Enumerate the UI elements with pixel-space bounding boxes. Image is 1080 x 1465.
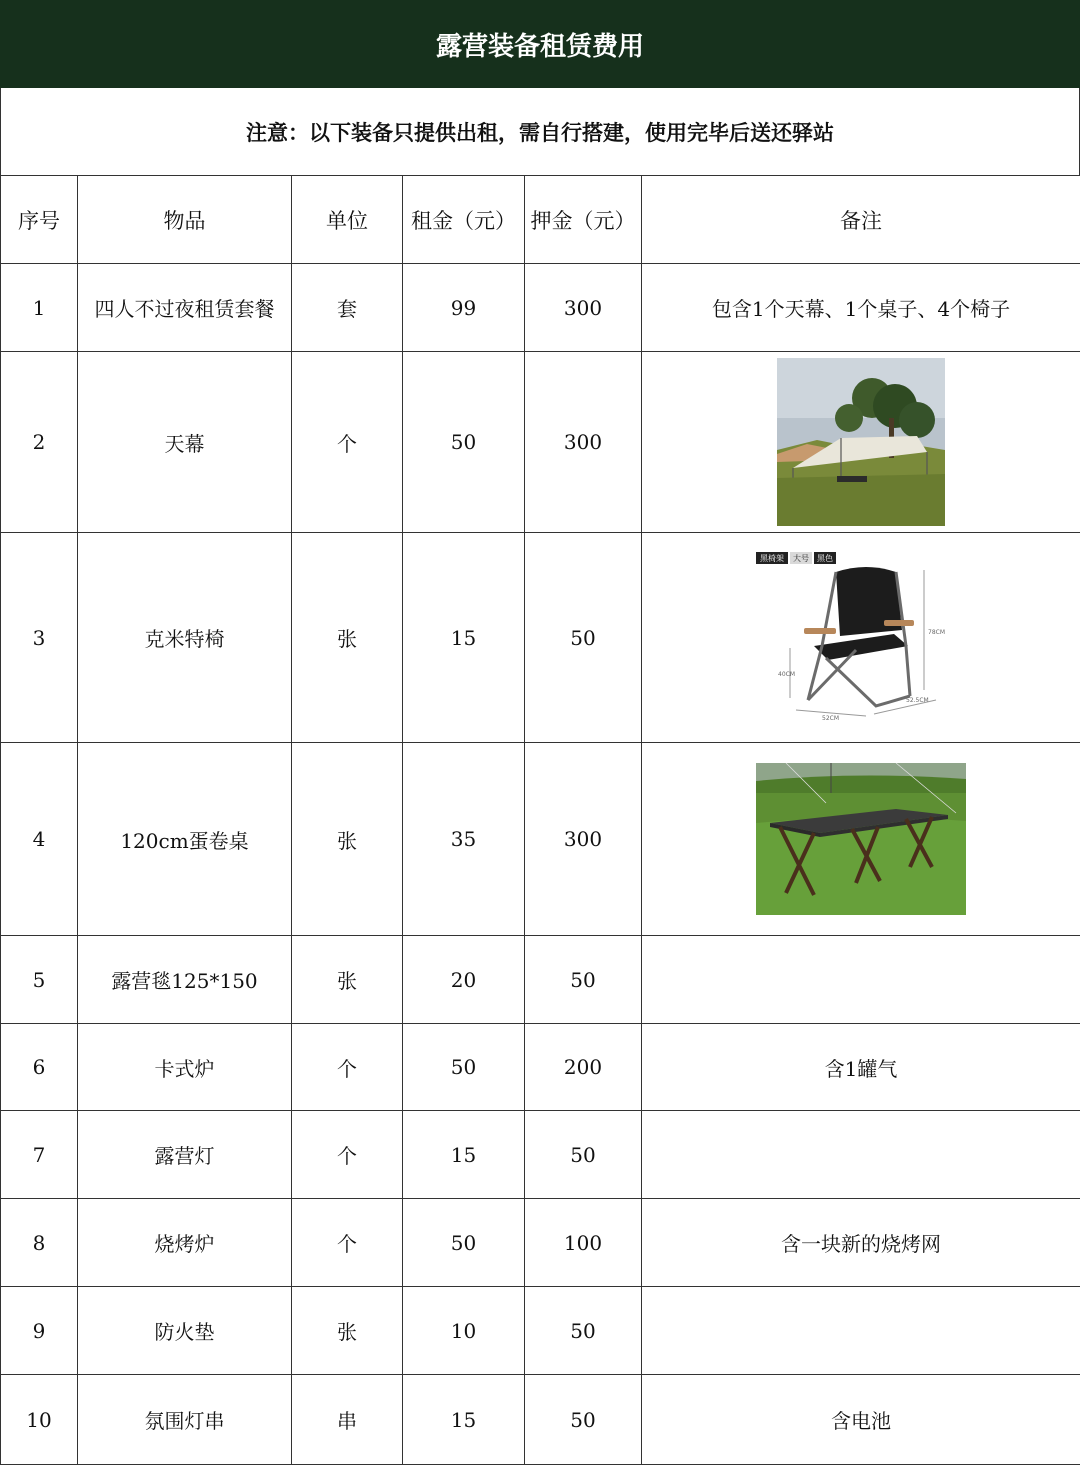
page-title: 露营装备租赁费用 — [0, 0, 1080, 88]
cell-deposit: 300 — [525, 264, 642, 352]
cell-unit: 套 — [292, 264, 403, 352]
table-row — [1, 743, 1080, 936]
cell-no: 5 — [1, 936, 78, 1024]
table-row — [1, 936, 1080, 1024]
col-header-note: 备注 — [642, 176, 1080, 264]
cell-note: 含电池 — [642, 1375, 1080, 1465]
rental-table — [0, 175, 1080, 1465]
cell-item: 防火垫 — [78, 1287, 292, 1375]
table-row — [1, 533, 1080, 743]
table-row — [1, 264, 1080, 352]
cell-item: 天幕 — [78, 352, 292, 533]
cell-deposit: 300 — [525, 743, 642, 936]
cell-no: 7 — [1, 1111, 78, 1199]
col-header-rent: 租金（元） — [403, 176, 525, 264]
col-header-unit: 单位 — [292, 176, 403, 264]
kermit-chair-photo — [756, 550, 966, 725]
cell-deposit: 50 — [525, 1375, 642, 1465]
cell-deposit: 50 — [525, 936, 642, 1024]
cell-item: 120cm蛋卷桌 — [78, 743, 292, 936]
cell-note: 含一块新的烧烤网 — [642, 1199, 1080, 1287]
cell-rent: 50 — [403, 1199, 525, 1287]
cell-note: 包含1个天幕、1个桌子、4个椅子 — [642, 264, 1080, 352]
cell-unit: 张 — [292, 936, 403, 1024]
cell-unit: 个 — [292, 352, 403, 533]
cell-item: 四人不过夜租赁套餐 — [78, 264, 292, 352]
svg-text:黑椅架: 黑椅架 — [760, 553, 784, 563]
cell-item: 烧烤炉 — [78, 1199, 292, 1287]
cell-deposit: 50 — [525, 533, 642, 743]
cell-no: 3 — [1, 533, 78, 743]
svg-text:黑色: 黑色 — [817, 553, 833, 563]
cell-deposit: 200 — [525, 1024, 642, 1111]
cell-rent: 99 — [403, 264, 525, 352]
cell-rent: 20 — [403, 936, 525, 1024]
cell-deposit: 50 — [525, 1287, 642, 1375]
cell-no: 4 — [1, 743, 78, 936]
cell-item: 克米特椅 — [78, 533, 292, 743]
table-row — [1, 1111, 1080, 1199]
cell-rent: 10 — [403, 1287, 525, 1375]
table-row — [1, 1199, 1080, 1287]
cell-deposit: 50 — [525, 1111, 642, 1199]
col-header-item: 物品 — [78, 176, 292, 264]
cell-note: 含1罐气 — [642, 1024, 1080, 1111]
cell-no: 9 — [1, 1287, 78, 1375]
cell-note — [642, 1111, 1080, 1199]
svg-text:大号: 大号 — [793, 553, 809, 563]
cell-item: 卡式炉 — [78, 1024, 292, 1111]
cell-deposit: 300 — [525, 352, 642, 533]
cell-rent: 15 — [403, 1111, 525, 1199]
cell-no: 6 — [1, 1024, 78, 1111]
svg-text:52CM: 52CM — [822, 715, 839, 722]
table-row — [1, 1024, 1080, 1111]
cell-note-image — [642, 352, 1080, 533]
cell-no: 2 — [1, 352, 78, 533]
notice-text: 注意：以下装备只提供出租，需自行搭建，使用完毕后送还驿站 — [0, 88, 1080, 175]
cell-rent: 50 — [403, 352, 525, 533]
cell-unit: 串 — [292, 1375, 403, 1465]
cell-unit: 张 — [292, 533, 403, 743]
cell-unit: 张 — [292, 1287, 403, 1375]
cell-no: 10 — [1, 1375, 78, 1465]
svg-text:78CM: 78CM — [928, 629, 945, 636]
cell-note — [642, 1287, 1080, 1375]
cell-no: 1 — [1, 264, 78, 352]
cell-rent: 15 — [403, 533, 525, 743]
table-row — [1, 1287, 1080, 1375]
cell-unit: 张 — [292, 743, 403, 936]
table-row — [1, 352, 1080, 533]
cell-item: 露营灯 — [78, 1111, 292, 1199]
cell-unit: 个 — [292, 1199, 403, 1287]
header-row — [1, 176, 1080, 264]
cell-note-image — [642, 743, 1080, 936]
cell-unit: 个 — [292, 1024, 403, 1111]
canopy-tent-photo — [777, 358, 945, 526]
table-row — [1, 1375, 1080, 1465]
cell-deposit: 100 — [525, 1199, 642, 1287]
svg-text:40CM: 40CM — [778, 671, 795, 678]
cell-no: 8 — [1, 1199, 78, 1287]
col-header-no: 序号 — [1, 176, 78, 264]
cell-item: 露营毯125*150 — [78, 936, 292, 1024]
egg-roll-table-photo — [756, 763, 966, 915]
col-header-deposit: 押金（元） — [525, 176, 642, 264]
cell-note — [642, 936, 1080, 1024]
cell-unit: 个 — [292, 1111, 403, 1199]
cell-rent: 50 — [403, 1024, 525, 1111]
cell-note-image — [642, 533, 1080, 743]
svg-text:52.5CM: 52.5CM — [906, 697, 929, 704]
cell-rent: 15 — [403, 1375, 525, 1465]
cell-item: 氛围灯串 — [78, 1375, 292, 1465]
cell-rent: 35 — [403, 743, 525, 936]
